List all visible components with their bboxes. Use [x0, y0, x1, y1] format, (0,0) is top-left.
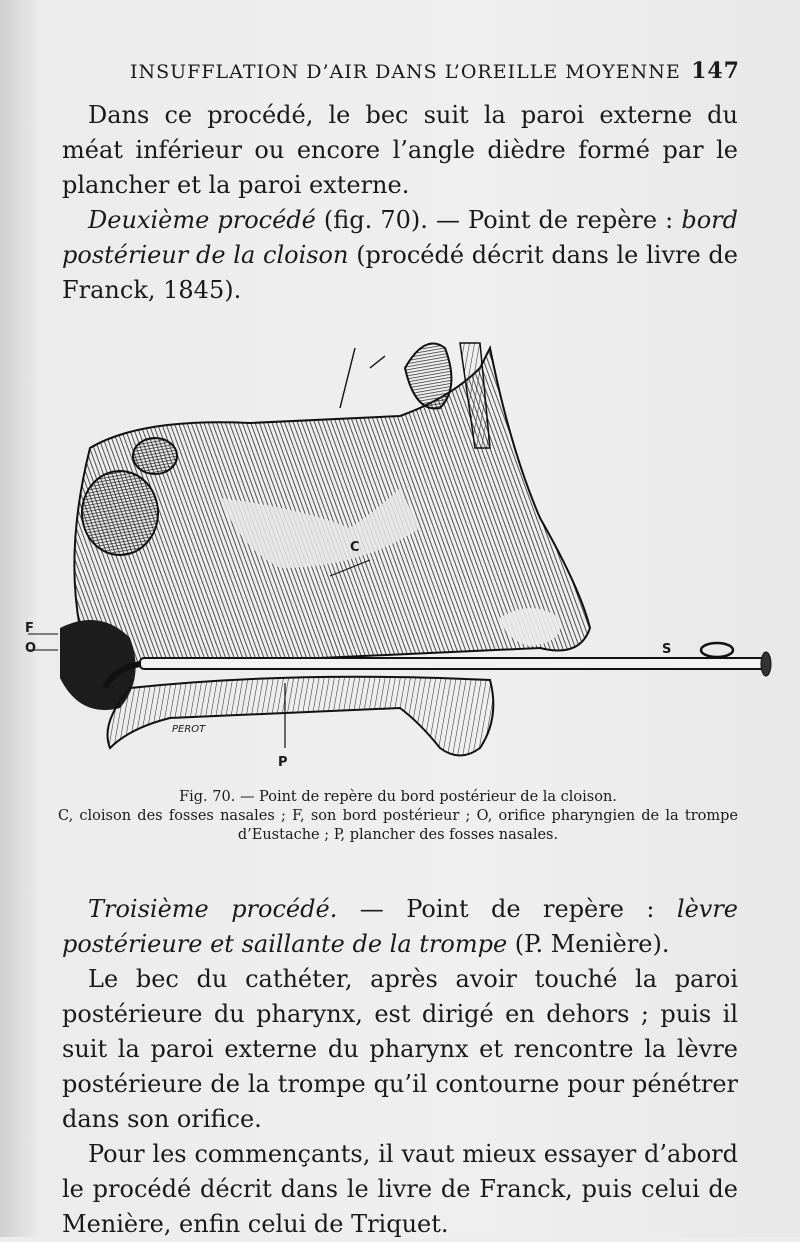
upper-sinus	[133, 438, 177, 474]
paragraph-3	[62, 892, 738, 962]
figure-label-c: C	[350, 540, 360, 555]
paragraph-2-italic-term: bord postérieur de la cloison	[62, 206, 738, 269]
paragraph-3-italic-lead: Troisième procédé.	[88, 895, 338, 923]
running-title: INSUFFLATION D’AIR DANS L’OREILLE MOYENNE	[130, 61, 681, 83]
caption-title: Fig. 70. — Point de repère du bord postérieur de la cloison.	[179, 789, 617, 805]
figure-label-f: F	[25, 621, 34, 636]
paragraph-3-italic-term: lèvre postérieure et saillante de la trompe	[62, 895, 739, 958]
page-number: 147	[691, 58, 740, 84]
paragraph-4-text: Le bec du cathéter, après avoir touché la paroi postérieure du pharynx, est dirigé en dehors ; puis il suit la paroi externe du pharynx et rencontre la lèvre postérieure de la trompe qu’il contourne pour pénétrer dans son orifice.	[62, 965, 738, 1133]
palate-floor	[108, 677, 494, 756]
figure-label-o: O	[25, 641, 37, 656]
paragraph-3-rest: (P. Menière).	[507, 930, 670, 958]
lower-text-block	[62, 892, 738, 1242]
paragraph-4	[62, 962, 738, 1137]
catheter-ring	[701, 643, 733, 657]
paragraph-5	[62, 1137, 738, 1242]
frontal-sinus	[405, 344, 451, 409]
top-stroke-2	[370, 356, 385, 368]
figure-label-p: P	[278, 755, 288, 770]
nasal-section-illustration	[20, 328, 790, 788]
caption-body: C, cloison des fosses nasales ; F, son bord postérieur ; O, orifice pharyngien de la trompe d’Eustache ; P, plancher des fosses nasales.	[58, 808, 738, 843]
paragraph-2-rest: (procédé décrit dans le livre de Franck, 1845).	[62, 241, 738, 304]
top-stroke-1	[340, 348, 355, 408]
figure-70-engraving	[20, 328, 790, 788]
paragraph-2	[62, 203, 738, 308]
figure-label-s: S	[662, 642, 672, 657]
paragraph-1-text: Dans ce procédé, le bec suit la paroi externe du méat inférieur ou encore l’angle dièdre formé par le plancher et la paroi externe.	[62, 101, 738, 199]
paragraph-3-mid: — Point de repère :	[337, 895, 677, 923]
catheter-end	[761, 652, 771, 676]
figure-caption	[58, 788, 738, 845]
running-header	[130, 58, 740, 84]
paragraph-5-text: Pour les commençants, il vaut mieux essayer d’abord le procédé décrit dans le livre de Franck, puis celui de Menière, enfin celui de Triquet.	[62, 1140, 738, 1238]
sphenoid-sinus	[82, 471, 158, 555]
upper-text-block	[62, 98, 738, 308]
engraver-signature: PEROT	[172, 724, 206, 735]
paragraph-1	[62, 98, 738, 203]
paragraph-2-italic-lead: Deuxième procédé	[88, 206, 316, 234]
paragraph-2-fig-ref: (fig. 70). — Point de repère :	[315, 206, 682, 234]
catheter-tube	[140, 658, 765, 669]
